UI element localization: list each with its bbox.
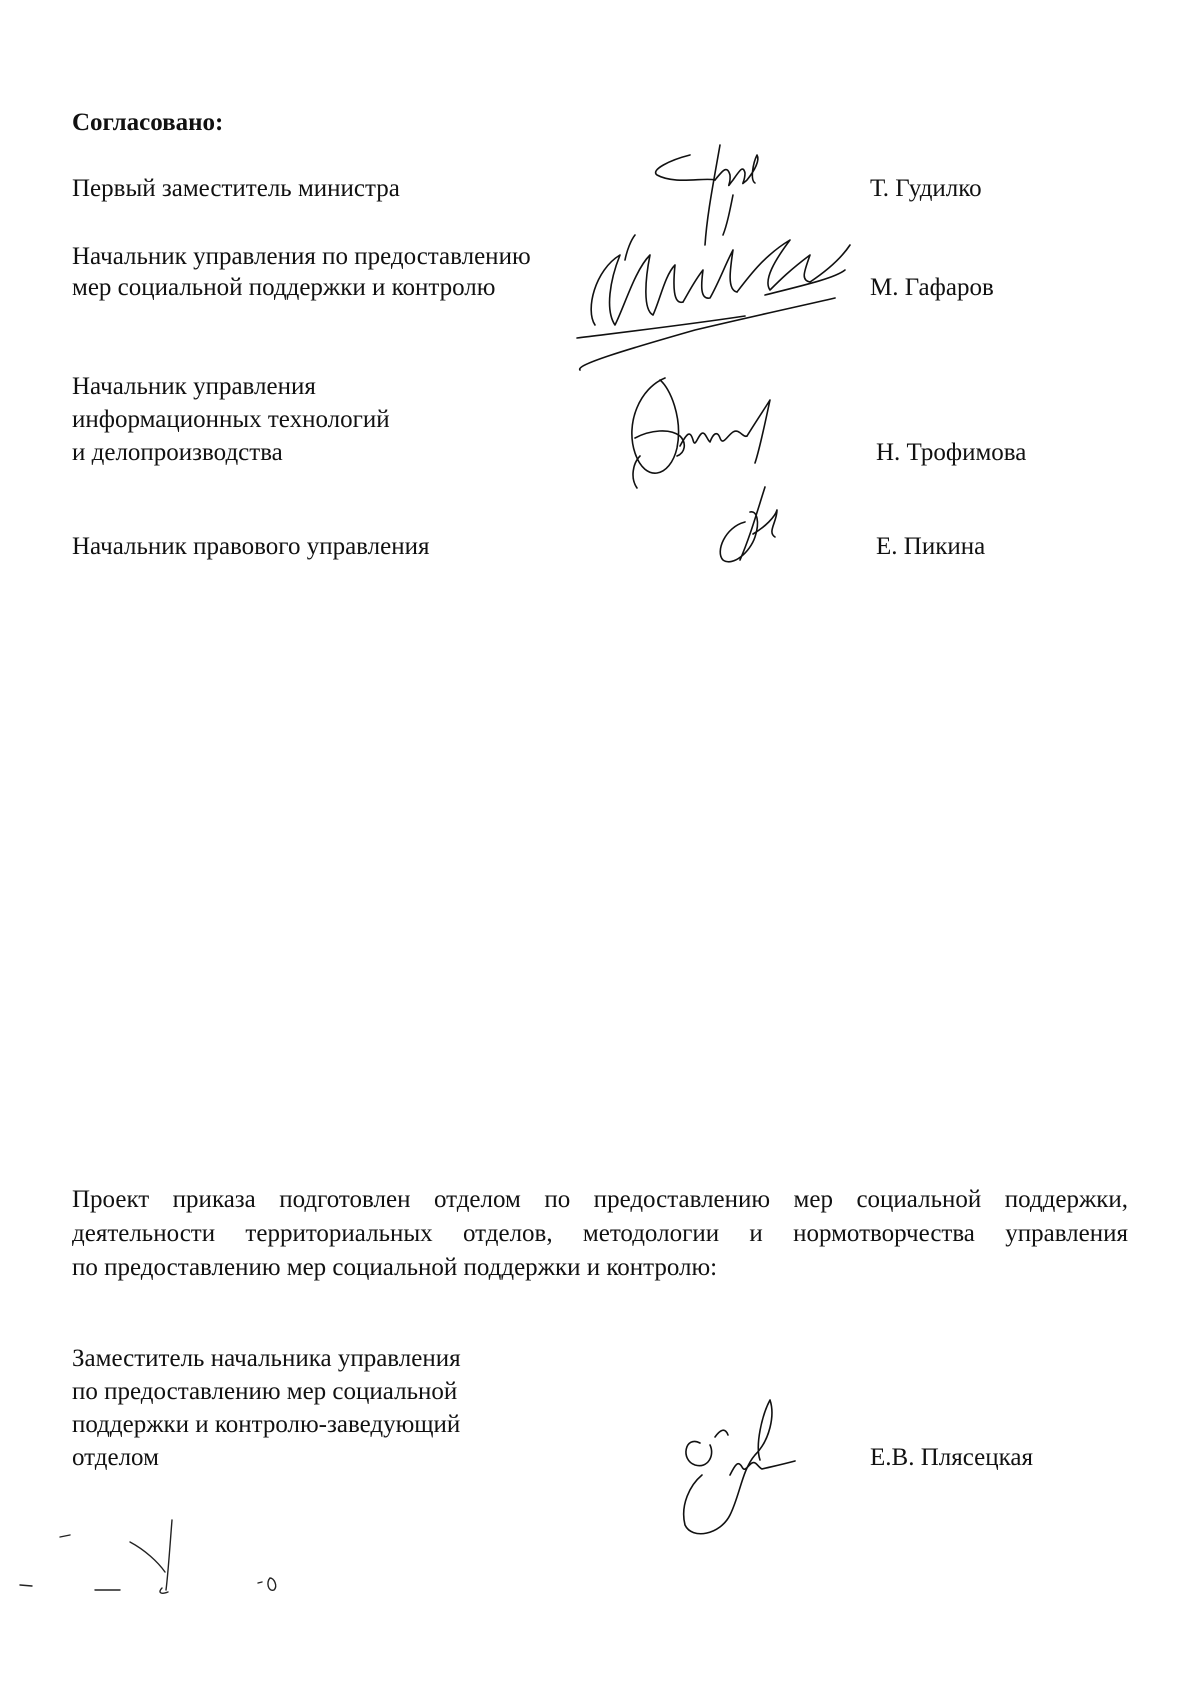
prepared-note-line-2: деятельности территориальных отделов, методологии и нормотворчества управления — [72, 1220, 1128, 1247]
prepared-note — [72, 1183, 1128, 1285]
approver-3-position-line-3: и делопроизводства — [72, 439, 283, 466]
preparer-position-line-1: Заместитель начальника управления — [72, 1345, 461, 1372]
approver-3-name: Н. Трофимова — [876, 439, 1027, 466]
preparer-name: Е.В. Плясецкая — [870, 1444, 1033, 1471]
signature-gafarov — [565, 210, 855, 385]
approver-1-name: Т. Гудилко — [870, 175, 982, 202]
approver-1-position: Первый заместитель министра — [72, 175, 400, 202]
approver-2-position-line-1: Начальник управления по предоставлению — [72, 243, 531, 270]
preparer-position-line-4: отделом — [72, 1444, 159, 1471]
signature-plyasetskaya — [670, 1385, 825, 1545]
signature-trofimova — [615, 368, 785, 498]
preparer-position-line-2: по предоставлению мер социальной — [72, 1378, 458, 1405]
approver-2-position-line-2: мер социальной поддержки и контролю — [72, 274, 496, 301]
approver-3-position-line-1: Начальник управления — [72, 373, 316, 400]
preparer-position-line-3: поддержки и контролю-заведующий — [72, 1411, 461, 1438]
prepared-note-line-1: Проект приказа подготовлен отделом по предоставлению мер социальной поддержки, — [72, 1186, 1128, 1213]
approver-3-position-line-2: информационных технологий — [72, 406, 390, 433]
approver-2-name: М. Гафаров — [870, 274, 994, 301]
signature-pikina — [705, 482, 790, 567]
scan-marks — [0, 1510, 300, 1600]
prepared-note-line-3: по предоставлению мер социальной поддержки и контролю: — [72, 1254, 718, 1281]
approver-4-position: Начальник правового управления — [72, 533, 430, 560]
approval-heading: Согласовано: — [72, 109, 224, 136]
approver-4-name: Е. Пикина — [876, 533, 986, 560]
